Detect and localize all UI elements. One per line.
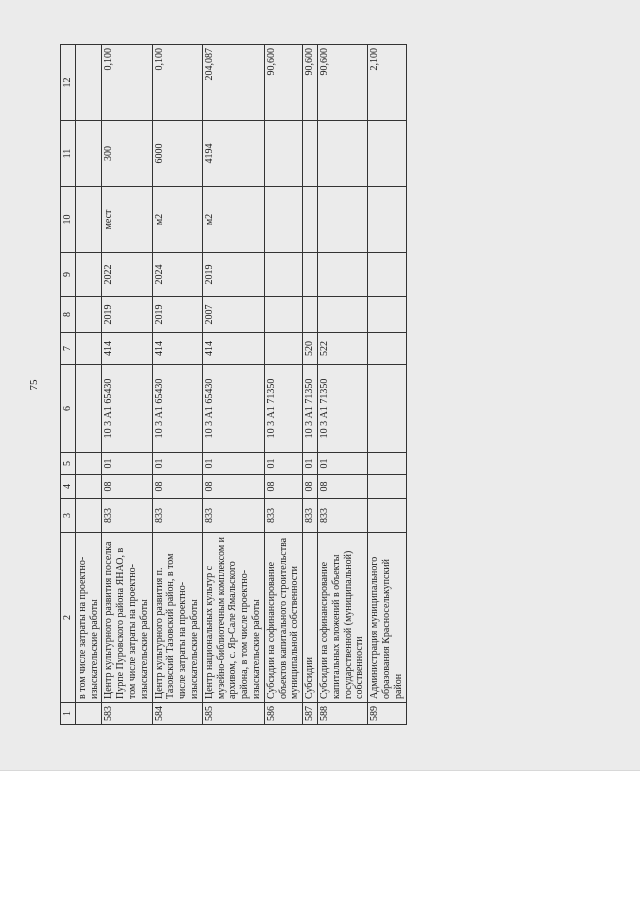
unit: [368, 187, 406, 253]
subsection-code: 01: [264, 453, 302, 475]
unit: [264, 187, 302, 253]
end-year: 2022: [102, 253, 152, 297]
table-row: [202, 45, 264, 725]
amount: 90,600: [303, 45, 318, 121]
row-number: 587: [303, 703, 318, 725]
section-code: 08: [303, 475, 318, 499]
end-year: 2024: [152, 253, 202, 297]
target-article-code: 10 3 А1 65430: [152, 365, 202, 453]
ministry-code: 833: [202, 499, 264, 533]
amount: [75, 45, 102, 121]
budget-table: [60, 44, 407, 725]
expense-type-code: 414: [152, 333, 202, 365]
row-number: 585: [202, 703, 264, 725]
subsection-code: 01: [317, 453, 367, 475]
end-year: [75, 253, 102, 297]
table-row: [264, 45, 302, 725]
start-year: [264, 297, 302, 333]
expense-type-code: 520: [303, 333, 318, 365]
capacity: [317, 121, 367, 187]
end-year: [264, 253, 302, 297]
rotated-page-content: [20, 35, 620, 735]
subsection-code: 01: [152, 453, 202, 475]
subsection-code: 01: [202, 453, 264, 475]
expense-type-code: [264, 333, 302, 365]
capacity: [264, 121, 302, 187]
column-header: 2: [61, 533, 76, 703]
target-article-code: 10 3 А1 71350: [264, 365, 302, 453]
page-number: 75: [28, 379, 40, 391]
capacity: [303, 121, 318, 187]
object-name: Субсидии: [303, 533, 318, 703]
expense-type-code: [368, 333, 406, 365]
target-article-code: 10 3 А1 65430: [202, 365, 264, 453]
amount: 2,100: [368, 45, 406, 121]
ministry-code: [368, 499, 406, 533]
object-name: Центр культурного развития поселка Пурпе Пуровского района ЯНАО, в том числе затраты на проектно-изыскательские работы: [102, 533, 152, 703]
expense-type-code: 414: [102, 333, 152, 365]
unit: м2: [202, 187, 264, 253]
capacity: 300: [102, 121, 152, 187]
start-year: 2019: [152, 297, 202, 333]
section-code: 08: [202, 475, 264, 499]
subsection-code: 01: [102, 453, 152, 475]
column-header: 8: [61, 297, 76, 333]
row-number: 583: [102, 703, 152, 725]
amount: 0,100: [102, 45, 152, 121]
object-name: Центр культурного развития п. Тазовский Тазовский район, в том числе затраты на проектно-изыскательские работы: [152, 533, 202, 703]
section-code: 08: [317, 475, 367, 499]
section-code: [368, 475, 406, 499]
unit: м2: [152, 187, 202, 253]
table-row: [317, 45, 367, 725]
object-name: Администрация муниципального образования Красноселькупский район: [368, 533, 406, 703]
column-header: 5: [61, 453, 76, 475]
row-number: 584: [152, 703, 202, 725]
unit: [303, 187, 318, 253]
ministry-code: [75, 499, 102, 533]
row-number: 589: [368, 703, 406, 725]
expense-type-code: 414: [202, 333, 264, 365]
table-row: [152, 45, 202, 725]
object-name: Центр национальных культур с музейно-библиотечным комплексом и архивом, с. Яр-Сале Ямальского района, в том числе проектно-изыскательские работы: [202, 533, 264, 703]
object-name: Субсидии на софинансирование объектов капитального строительства муниципальной собственности: [264, 533, 302, 703]
expense-type-code: [75, 333, 102, 365]
column-header: 12: [61, 45, 76, 121]
target-article-code: 10 3 А1 65430: [102, 365, 152, 453]
column-number-row: [61, 45, 76, 725]
ministry-code: 833: [317, 499, 367, 533]
amount: 90,600: [264, 45, 302, 121]
capacity: [368, 121, 406, 187]
start-year: [303, 297, 318, 333]
start-year: 2019: [102, 297, 152, 333]
column-header: 4: [61, 475, 76, 499]
capacity: 6000: [152, 121, 202, 187]
object-name: в том числе затраты на проектно-изыскательские работы: [75, 533, 102, 703]
row-number: 588: [317, 703, 367, 725]
amount: 0,100: [152, 45, 202, 121]
table-row: [102, 45, 152, 725]
table-row: [75, 45, 102, 725]
section-code: 08: [264, 475, 302, 499]
object-name: Субсидии на софинансирование капитальных вложений в объекты государственной (муниципальной) собственности: [317, 533, 367, 703]
subsection-code: 01: [303, 453, 318, 475]
row-number: [75, 703, 102, 725]
start-year: [368, 297, 406, 333]
target-article-code: [368, 365, 406, 453]
section-code: [75, 475, 102, 499]
end-year: 2019: [202, 253, 264, 297]
subsection-code: [75, 453, 102, 475]
capacity: 4194: [202, 121, 264, 187]
start-year: 2007: [202, 297, 264, 333]
column-header: 10: [61, 187, 76, 253]
table-row: [368, 45, 406, 725]
end-year: [368, 253, 406, 297]
ministry-code: 833: [303, 499, 318, 533]
row-number: 586: [264, 703, 302, 725]
table-row: [303, 45, 318, 725]
ministry-code: 833: [264, 499, 302, 533]
column-header: 7: [61, 333, 76, 365]
target-article-code: 10 3 А1 71350: [317, 365, 367, 453]
end-year: [317, 253, 367, 297]
expense-type-code: 522: [317, 333, 367, 365]
unit: [75, 187, 102, 253]
unit: мест: [102, 187, 152, 253]
end-year: [303, 253, 318, 297]
section-code: 08: [152, 475, 202, 499]
amount: 90,600: [317, 45, 367, 121]
subsection-code: [368, 453, 406, 475]
ministry-code: 833: [152, 499, 202, 533]
section-code: 08: [102, 475, 152, 499]
target-article-code: [75, 365, 102, 453]
unit: [317, 187, 367, 253]
column-header: 11: [61, 121, 76, 187]
start-year: [317, 297, 367, 333]
column-header: 6: [61, 365, 76, 453]
amount: 204,087: [202, 45, 264, 121]
column-header: 1: [61, 703, 76, 725]
capacity: [75, 121, 102, 187]
ministry-code: 833: [102, 499, 152, 533]
start-year: [75, 297, 102, 333]
target-article-code: 10 3 А1 71350: [303, 365, 318, 453]
column-header: 3: [61, 499, 76, 533]
column-header: 9: [61, 253, 76, 297]
